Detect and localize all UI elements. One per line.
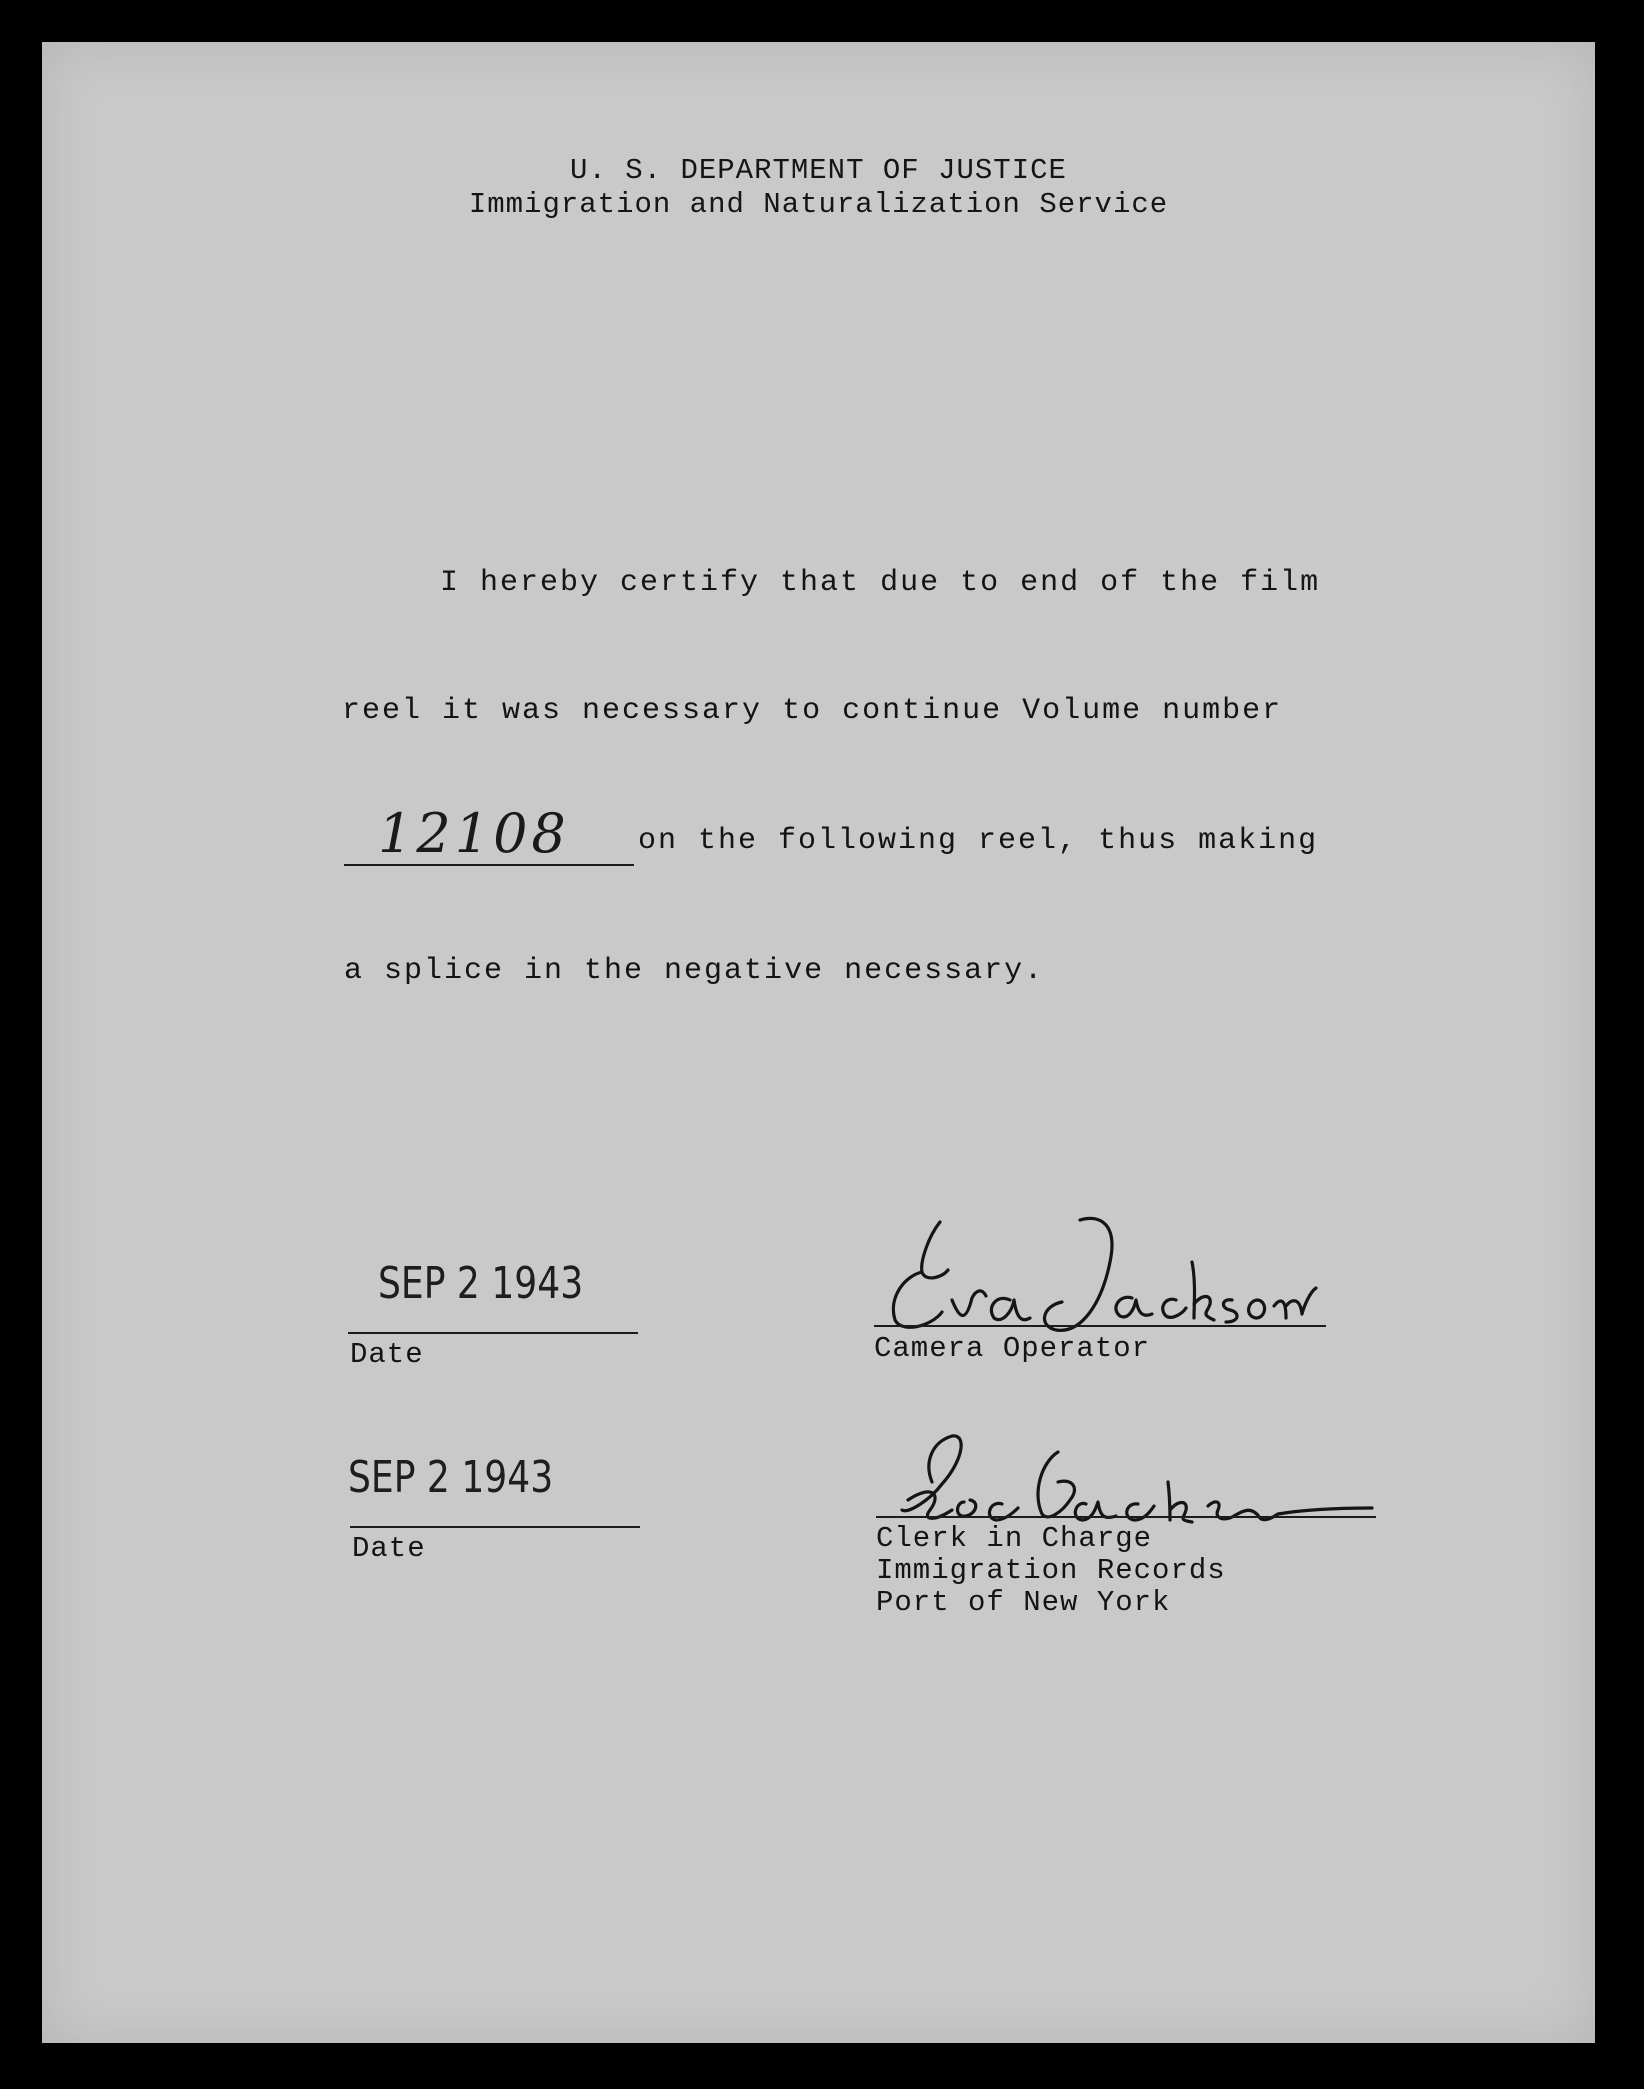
service-heading: Immigration and Naturalization Service xyxy=(468,188,1169,221)
certification-line-1: I hereby certify that due to end of the film xyxy=(440,566,1321,600)
camera-operator-signature xyxy=(870,1202,1340,1342)
clerk-title-line-3: Port of New York xyxy=(876,1586,1171,1619)
camera-operator-signature-line xyxy=(874,1325,1326,1327)
camera-operator-title: Camera Operator xyxy=(874,1332,1151,1365)
certification-line-2: reel it was necessary to continue Volume number xyxy=(342,694,1283,728)
date-underline-2 xyxy=(350,1526,640,1528)
date-label-1: Date xyxy=(350,1338,424,1371)
date-stamp-2: SEP 2 1943 xyxy=(348,1452,554,1503)
date-label-2: Date xyxy=(352,1532,426,1565)
date-underline-1 xyxy=(348,1332,638,1334)
date-stamp-1: SEP 2 1943 xyxy=(378,1258,584,1309)
certification-line-3: on the following reel, thus making xyxy=(638,824,1319,858)
volume-number: 12108 xyxy=(378,802,570,865)
agency-heading: U. S. DEPARTMENT OF JUSTICE xyxy=(570,154,1067,187)
clerk-signature-line xyxy=(876,1516,1376,1518)
certification-line-4: a splice in the negative necessary. xyxy=(344,954,1045,988)
document-page xyxy=(42,42,1595,2043)
clerk-title-line-2: Immigration Records xyxy=(876,1554,1226,1587)
clerk-title-line-1: Clerk in Charge xyxy=(876,1522,1153,1555)
